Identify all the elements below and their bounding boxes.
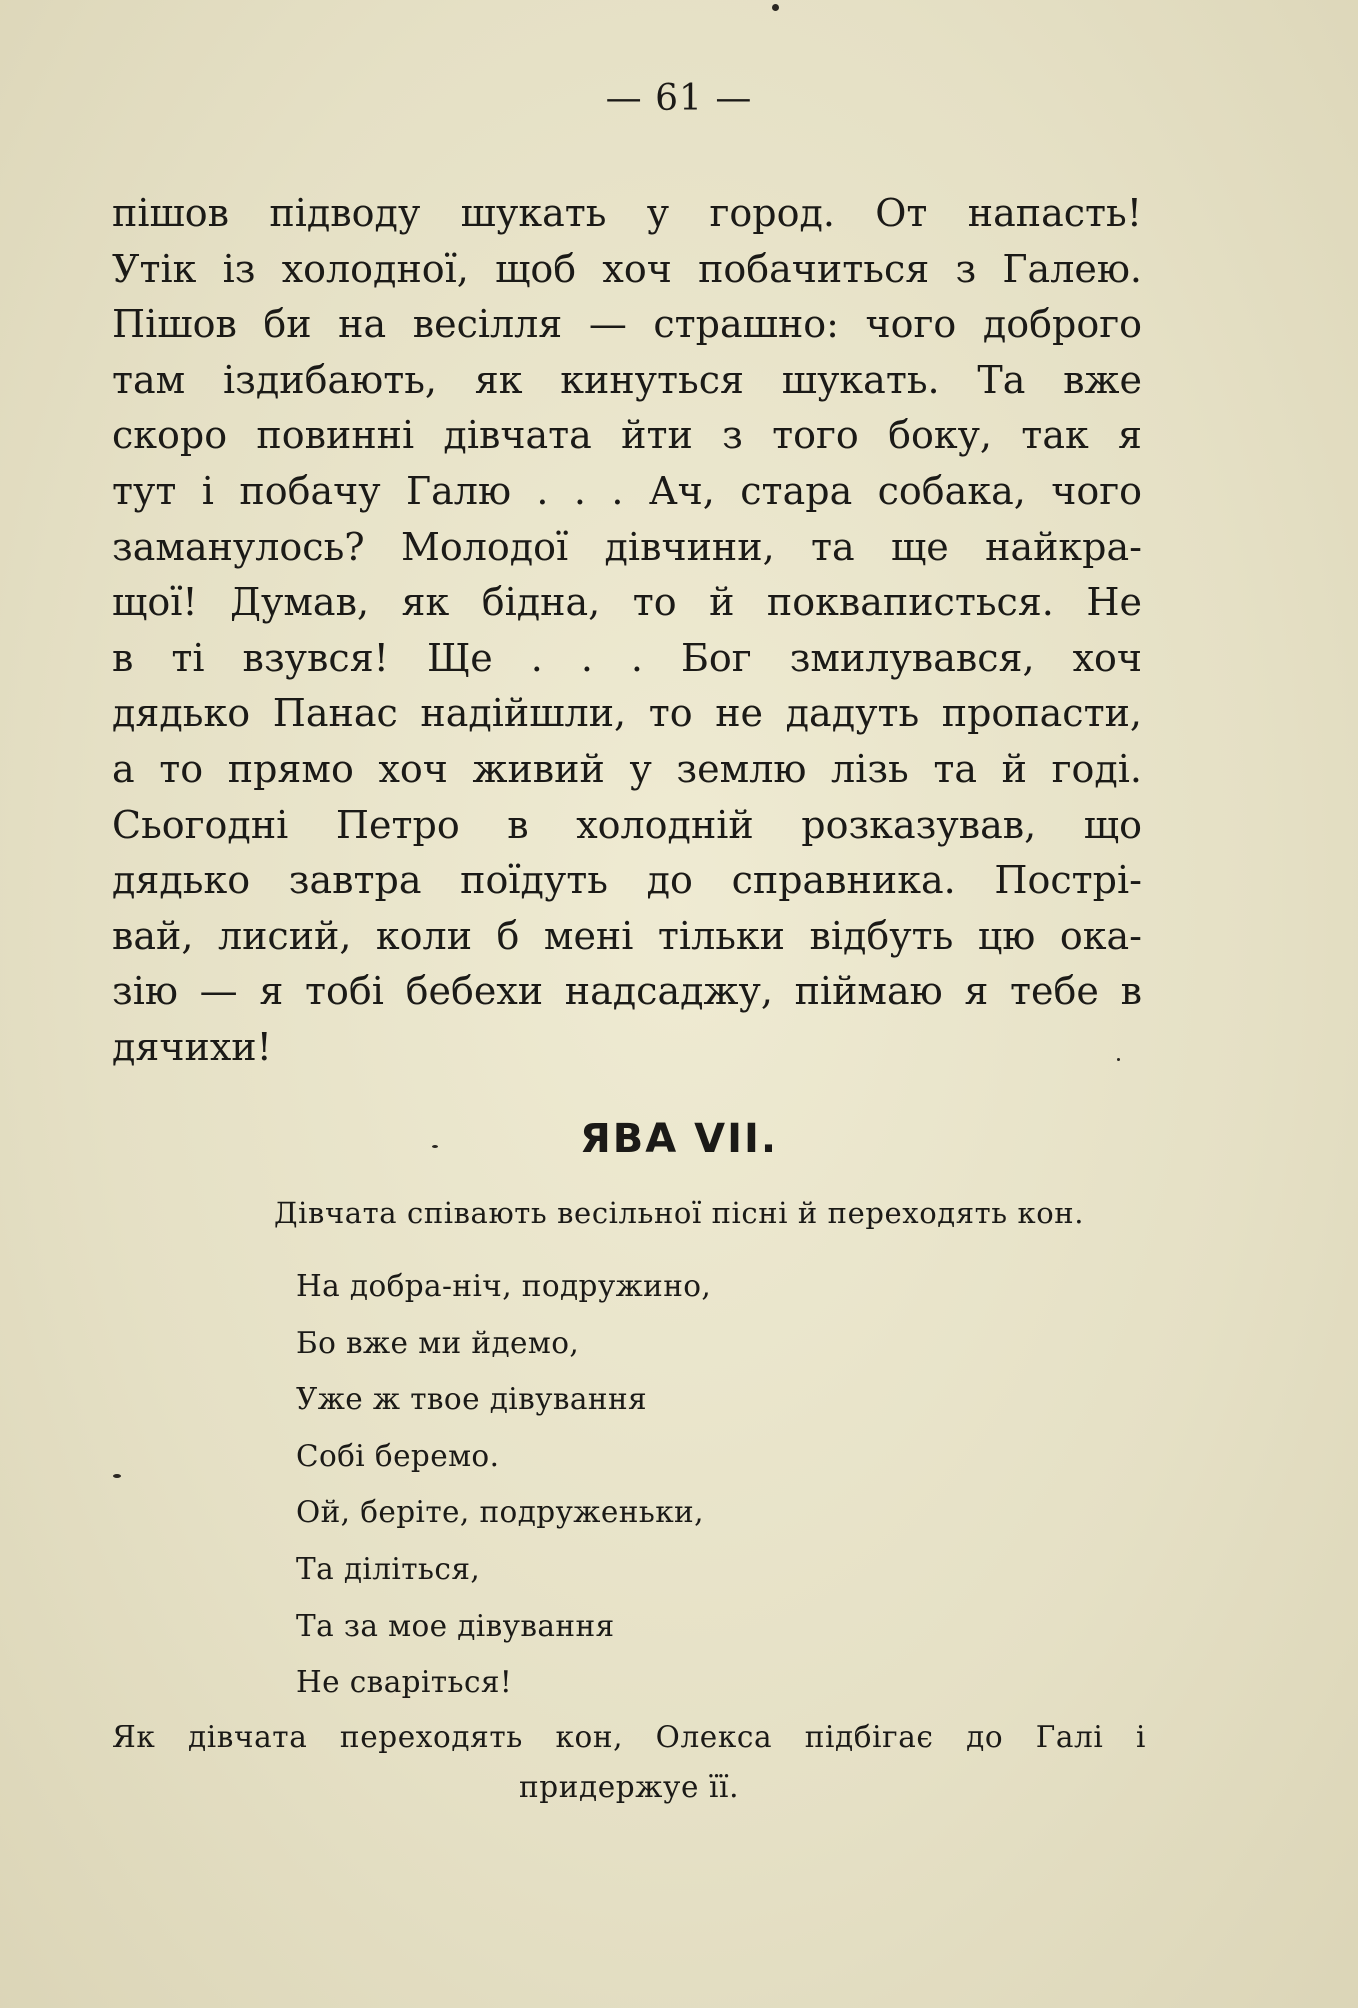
verse-line: Собі беремо. bbox=[296, 1438, 500, 1473]
prose-line: скоро повинні дівчата йти з того боку, так я bbox=[112, 413, 1142, 458]
prose-paragraph bbox=[112, 186, 1142, 1076]
prose-line: дядько Панас надійшли, то не дадуть пропасти, bbox=[112, 691, 1142, 736]
verse-line: На добра-ніч, подружино, bbox=[296, 1269, 712, 1303]
page-number: — 61 — bbox=[605, 78, 753, 119]
prose-line: а то прямо хоч живий у землю лізь та й годі. bbox=[112, 746, 1142, 791]
verse-line: Уже ж твое дівування bbox=[296, 1382, 648, 1417]
prose-line: в ті взувся! Ще . . . Бог змилувався, хоч bbox=[112, 635, 1142, 680]
prose-line: Утік із холодної, щоб хоч побачиться з Галею. bbox=[112, 246, 1142, 291]
prose-line: там іздибають, як кинуться шукать. Та вже bbox=[112, 357, 1142, 402]
prose-line: щої! Думав, як бідна, то й покваписться. Не bbox=[112, 580, 1142, 625]
prose-line: зію — я тобі бебехи надсаджу, піймаю я тебе в bbox=[112, 969, 1142, 1014]
verse-line: Та за мое дівування bbox=[296, 1608, 615, 1643]
ink-speck bbox=[772, 4, 779, 11]
stage-direction-line: придержуе її. bbox=[518, 1770, 740, 1804]
prose-line: вай, лисий, коли б мені тільки відбуть цю ока- bbox=[112, 913, 1142, 958]
ink-speck bbox=[113, 1474, 121, 1478]
stage-direction-line: Як дівчата переходять кон, Олекса підбігає до Галі і bbox=[112, 1720, 1146, 1754]
prose-line: Сьогодні Петро в холодній розказував, що bbox=[112, 802, 1142, 847]
ink-speck bbox=[1117, 1058, 1120, 1061]
stage-direction-closing bbox=[112, 1712, 1146, 1812]
verse-line: Та діліться, bbox=[296, 1551, 481, 1586]
song-verse bbox=[296, 1258, 711, 1711]
verse-line: Ой, беріте, подруженьки, bbox=[296, 1495, 704, 1530]
scene-heading: ЯВА VII. bbox=[579, 1116, 779, 1162]
prose-line: дячихи! bbox=[112, 1024, 272, 1069]
prose-line: дядько завтра поїдуть до справника. Пострі- bbox=[112, 858, 1142, 903]
prose-line: пішов підводу шукать у город. От напасть! bbox=[112, 191, 1142, 235]
verse-line: Бо вже ми йдемо, bbox=[296, 1325, 580, 1360]
ink-speck bbox=[432, 1145, 438, 1148]
verse-line: Не сваріться! bbox=[296, 1665, 513, 1700]
prose-line: тут і побачу Галю . . . Ач, стара собака, чого bbox=[112, 468, 1142, 513]
stage-direction: Дівчата співають весільної пісні й переходять кон. bbox=[273, 1196, 1085, 1230]
prose-line: заманулось? Молодої дівчини, та ще найкра- bbox=[112, 524, 1142, 569]
prose-line: Пішов би на весілля — страшно: чого доброго bbox=[112, 302, 1142, 347]
